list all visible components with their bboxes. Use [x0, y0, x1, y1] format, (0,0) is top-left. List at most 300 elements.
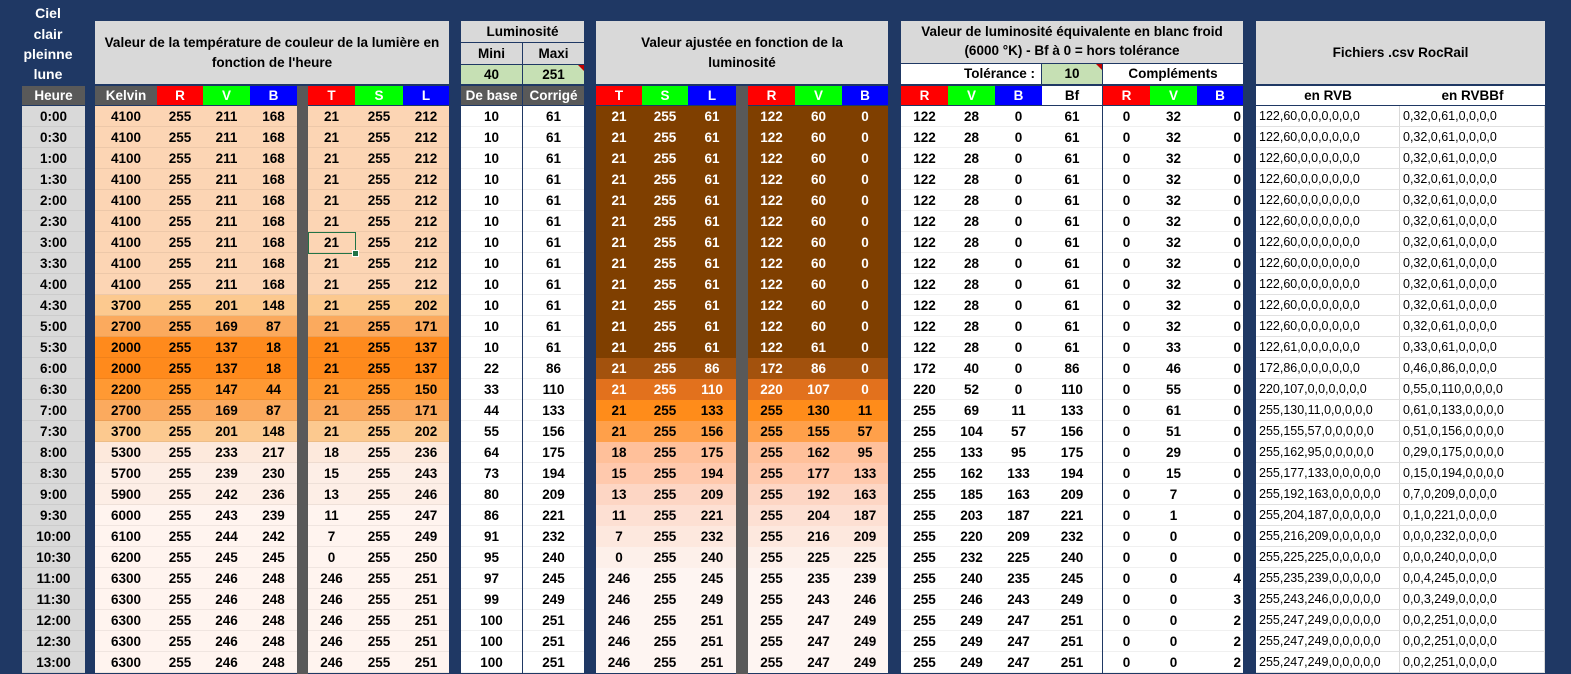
cell-at[interactable]: 7: [596, 526, 642, 547]
cell-b[interactable]: 248: [250, 568, 297, 589]
cell-k[interactable]: 6300: [95, 631, 157, 652]
cell-en-rvb[interactable]: 255,162,95,0,0,0,0,0: [1256, 442, 1400, 463]
cell-t[interactable]: 11: [308, 505, 355, 526]
cell-h[interactable]: 6:30: [22, 379, 85, 400]
cell-bf[interactable]: 61: [1042, 148, 1102, 169]
cell-en-rvbbf[interactable]: 0,29,0,175,0,0,0,0: [1400, 442, 1545, 463]
cell-as[interactable]: 255: [642, 253, 688, 274]
cell-eb[interactable]: 0: [995, 316, 1042, 337]
cell-v[interactable]: 147: [203, 379, 250, 400]
cell-t[interactable]: 21: [308, 316, 355, 337]
cell-v[interactable]: 169: [203, 400, 250, 421]
cell-r[interactable]: 255: [157, 316, 203, 337]
cell-al[interactable]: 194: [688, 463, 736, 484]
cell-ab[interactable]: 0: [842, 358, 888, 379]
cell-l[interactable]: 249: [403, 526, 449, 547]
cell-cr[interactable]: 0: [1103, 295, 1150, 316]
cell-b[interactable]: 239: [250, 505, 297, 526]
cell-l[interactable]: 246: [403, 484, 449, 505]
cell-cv[interactable]: 7: [1150, 484, 1197, 505]
cell-eb[interactable]: 0: [995, 232, 1042, 253]
cell-cor[interactable]: 251: [523, 610, 584, 631]
cell-v[interactable]: 211: [203, 190, 250, 211]
cell-k[interactable]: 2000: [95, 358, 157, 379]
cell-en-rvb[interactable]: 255,130,11,0,0,0,0,0: [1256, 400, 1400, 421]
cell-er[interactable]: 122: [901, 127, 948, 148]
cell-v[interactable]: 211: [203, 211, 250, 232]
cell-en-rvbbf[interactable]: 0,46,0,86,0,0,0,0: [1400, 358, 1545, 379]
cell-ev[interactable]: 28: [948, 127, 995, 148]
cell-eb[interactable]: 0: [995, 295, 1042, 316]
cell-at[interactable]: 21: [596, 253, 642, 274]
cell-b[interactable]: 168: [250, 211, 297, 232]
cell-en-rvbbf[interactable]: 0,0,3,249,0,0,0,0: [1400, 589, 1545, 610]
cell-l[interactable]: 137: [403, 337, 449, 358]
cell-v[interactable]: 201: [203, 295, 250, 316]
cell-l[interactable]: 251: [403, 652, 449, 673]
cell-at[interactable]: 21: [596, 337, 642, 358]
cell-at[interactable]: 21: [596, 379, 642, 400]
cell-r[interactable]: 255: [157, 169, 203, 190]
cell-t[interactable]: 21: [308, 274, 355, 295]
cell-base[interactable]: 100: [461, 652, 522, 673]
cell-cb[interactable]: 0: [1197, 211, 1243, 232]
cell-av[interactable]: 60: [795, 232, 842, 253]
cell-bf[interactable]: 86: [1042, 358, 1102, 379]
cell-cr[interactable]: 0: [1103, 631, 1150, 652]
cell-s[interactable]: 255: [355, 190, 403, 211]
cell-eb[interactable]: 95: [995, 442, 1042, 463]
cell-cv[interactable]: 32: [1150, 295, 1197, 316]
col-header-r[interactable]: R: [157, 86, 203, 105]
cell-at[interactable]: 246: [596, 631, 642, 652]
cell-ar[interactable]: 255: [748, 610, 795, 631]
maxi-value-cell[interactable]: 251: [523, 65, 584, 84]
col-header-en-rvb[interactable]: en RVB: [1256, 86, 1400, 105]
cell-ev[interactable]: 52: [948, 379, 995, 400]
cell-ab[interactable]: 0: [842, 379, 888, 400]
cell-cb[interactable]: 0: [1197, 421, 1243, 442]
cell-er[interactable]: 255: [901, 568, 948, 589]
cell-s[interactable]: 255: [355, 589, 403, 610]
cell-s[interactable]: 255: [355, 337, 403, 358]
cell-ev[interactable]: 133: [948, 442, 995, 463]
cell-cb[interactable]: 0: [1197, 169, 1243, 190]
cell-cor[interactable]: 175: [523, 442, 584, 463]
cell-r[interactable]: 255: [157, 484, 203, 505]
cell-en-rvb[interactable]: 255,247,249,0,0,0,0,0: [1256, 610, 1400, 631]
cell-en-rvb[interactable]: 255,204,187,0,0,0,0,0: [1256, 505, 1400, 526]
cell-eb[interactable]: 0: [995, 337, 1042, 358]
cell-ev[interactable]: 104: [948, 421, 995, 442]
cell-al[interactable]: 61: [688, 274, 736, 295]
cell-b[interactable]: 248: [250, 652, 297, 673]
cell-r[interactable]: 255: [157, 106, 203, 127]
cell-bf[interactable]: 240: [1042, 547, 1102, 568]
cell-ab[interactable]: 0: [842, 106, 888, 127]
cell-k[interactable]: 5300: [95, 442, 157, 463]
cell-as[interactable]: 255: [642, 232, 688, 253]
cell-cb[interactable]: 0: [1197, 463, 1243, 484]
cell-cb[interactable]: 0: [1197, 358, 1243, 379]
cell-s[interactable]: 255: [355, 652, 403, 673]
cell-k[interactable]: 4100: [95, 253, 157, 274]
cell-ab[interactable]: 95: [842, 442, 888, 463]
cell-r[interactable]: 255: [157, 148, 203, 169]
cell-r[interactable]: 255: [157, 127, 203, 148]
cell-al[interactable]: 251: [688, 610, 736, 631]
cell-b[interactable]: 18: [250, 337, 297, 358]
cell-ev[interactable]: 249: [948, 631, 995, 652]
cell-ev[interactable]: 69: [948, 400, 995, 421]
cell-s[interactable]: 255: [355, 610, 403, 631]
cell-bf[interactable]: 251: [1042, 652, 1102, 673]
cell-av[interactable]: 177: [795, 463, 842, 484]
cell-ev[interactable]: 240: [948, 568, 995, 589]
cell-en-rvb[interactable]: 122,60,0,0,0,0,0,0: [1256, 148, 1400, 169]
cell-av[interactable]: 243: [795, 589, 842, 610]
cell-cv[interactable]: 32: [1150, 274, 1197, 295]
cell-en-rvbbf[interactable]: 0,32,0,61,0,0,0,0: [1400, 253, 1545, 274]
cell-cr[interactable]: 0: [1103, 253, 1150, 274]
cell-ar[interactable]: 255: [748, 568, 795, 589]
cell-cr[interactable]: 0: [1103, 148, 1150, 169]
cell-cr[interactable]: 0: [1103, 190, 1150, 211]
cell-r[interactable]: 255: [157, 652, 203, 673]
cell-r[interactable]: 255: [157, 337, 203, 358]
cell-k[interactable]: 2700: [95, 316, 157, 337]
cell-ar[interactable]: 255: [748, 484, 795, 505]
cell-bf[interactable]: 61: [1042, 211, 1102, 232]
cell-as[interactable]: 255: [642, 106, 688, 127]
cell-v[interactable]: 246: [203, 589, 250, 610]
cell-t[interactable]: 0: [308, 547, 355, 568]
cell-base[interactable]: 10: [461, 295, 522, 316]
cell-en-rvbbf[interactable]: 0,51,0,156,0,0,0,0: [1400, 421, 1545, 442]
col-header-l[interactable]: L: [403, 86, 449, 105]
cell-v[interactable]: 137: [203, 337, 250, 358]
cell-en-rvbbf[interactable]: 0,0,4,245,0,0,0,0: [1400, 568, 1545, 589]
cell-cv[interactable]: 0: [1150, 610, 1197, 631]
cell-as[interactable]: 255: [642, 190, 688, 211]
cell-v[interactable]: 233: [203, 442, 250, 463]
cell-b[interactable]: 87: [250, 316, 297, 337]
cell-l[interactable]: 251: [403, 589, 449, 610]
cell-at[interactable]: 246: [596, 568, 642, 589]
cell-cr[interactable]: 0: [1103, 421, 1150, 442]
cell-al[interactable]: 110: [688, 379, 736, 400]
cell-h[interactable]: 7:30: [22, 421, 85, 442]
cell-l[interactable]: 212: [403, 148, 449, 169]
cell-s[interactable]: 255: [355, 505, 403, 526]
cell-base[interactable]: 97: [461, 568, 522, 589]
cell-t[interactable]: 246: [308, 610, 355, 631]
cell-bf[interactable]: 251: [1042, 610, 1102, 631]
cell-cr[interactable]: 0: [1103, 589, 1150, 610]
col-header-eq-r[interactable]: R: [901, 86, 948, 105]
cell-l[interactable]: 247: [403, 505, 449, 526]
cell-en-rvbbf[interactable]: 0,0,0,232,0,0,0,0: [1400, 526, 1545, 547]
cell-s[interactable]: 255: [355, 421, 403, 442]
cell-ab[interactable]: 0: [842, 127, 888, 148]
cell-t[interactable]: 21: [308, 253, 355, 274]
cell-av[interactable]: 60: [795, 127, 842, 148]
cell-h[interactable]: 10:00: [22, 526, 85, 547]
cell-bf[interactable]: 61: [1042, 253, 1102, 274]
cell-bf[interactable]: 156: [1042, 421, 1102, 442]
cell-v[interactable]: 211: [203, 127, 250, 148]
cell-en-rvb[interactable]: 255,177,133,0,0,0,0,0: [1256, 463, 1400, 484]
cell-en-rvbbf[interactable]: 0,0,2,251,0,0,0,0: [1400, 652, 1545, 673]
cell-cv[interactable]: 0: [1150, 547, 1197, 568]
cell-ev[interactable]: 249: [948, 610, 995, 631]
cell-eb[interactable]: 57: [995, 421, 1042, 442]
cell-t[interactable]: 21: [308, 337, 355, 358]
cell-t[interactable]: 21: [308, 295, 355, 316]
cell-bf[interactable]: 61: [1042, 316, 1102, 337]
cell-s[interactable]: 255: [355, 463, 403, 484]
cell-av[interactable]: 60: [795, 211, 842, 232]
cell-s[interactable]: 255: [355, 232, 403, 253]
cell-al[interactable]: 61: [688, 127, 736, 148]
cell-h[interactable]: 4:30: [22, 295, 85, 316]
cell-cv[interactable]: 32: [1150, 316, 1197, 337]
cell-as[interactable]: 255: [642, 211, 688, 232]
cell-h[interactable]: 3:30: [22, 253, 85, 274]
cell-cv[interactable]: 33: [1150, 337, 1197, 358]
cell-cb[interactable]: 0: [1197, 253, 1243, 274]
cell-k[interactable]: 3700: [95, 421, 157, 442]
cell-v[interactable]: 211: [203, 169, 250, 190]
cell-bf[interactable]: 61: [1042, 337, 1102, 358]
cell-h[interactable]: 5:30: [22, 337, 85, 358]
cell-en-rvbbf[interactable]: 0,32,0,61,0,0,0,0: [1400, 232, 1545, 253]
cell-er[interactable]: 122: [901, 232, 948, 253]
cell-base[interactable]: 10: [461, 106, 522, 127]
cell-bf[interactable]: 133: [1042, 400, 1102, 421]
cell-en-rvbbf[interactable]: 0,32,0,61,0,0,0,0: [1400, 127, 1545, 148]
cell-av[interactable]: 61: [795, 337, 842, 358]
cell-ab[interactable]: 187: [842, 505, 888, 526]
cell-k[interactable]: 6000: [95, 505, 157, 526]
cell-cor[interactable]: 240: [523, 547, 584, 568]
cell-cor[interactable]: 156: [523, 421, 584, 442]
cell-eb[interactable]: 0: [995, 169, 1042, 190]
cell-b[interactable]: 168: [250, 127, 297, 148]
cell-ev[interactable]: 162: [948, 463, 995, 484]
cell-cv[interactable]: 1: [1150, 505, 1197, 526]
cell-s[interactable]: 255: [355, 484, 403, 505]
cell-b[interactable]: 168: [250, 106, 297, 127]
cell-cor[interactable]: 133: [523, 400, 584, 421]
cell-ar[interactable]: 122: [748, 148, 795, 169]
cell-r[interactable]: 255: [157, 274, 203, 295]
cell-ev[interactable]: 220: [948, 526, 995, 547]
cell-b[interactable]: 87: [250, 400, 297, 421]
cell-r[interactable]: 255: [157, 400, 203, 421]
cell-ar[interactable]: 255: [748, 631, 795, 652]
cell-v[interactable]: 211: [203, 253, 250, 274]
cell-as[interactable]: 255: [642, 421, 688, 442]
cell-ev[interactable]: 185: [948, 484, 995, 505]
cell-base[interactable]: 99: [461, 589, 522, 610]
cell-ab[interactable]: 0: [842, 232, 888, 253]
cell-l[interactable]: 212: [403, 169, 449, 190]
cell-al[interactable]: 221: [688, 505, 736, 526]
cell-cb[interactable]: 0: [1197, 274, 1243, 295]
cell-base[interactable]: 10: [461, 127, 522, 148]
cell-as[interactable]: 255: [642, 295, 688, 316]
mini-value-cell[interactable]: 40: [461, 65, 522, 84]
cell-r[interactable]: 255: [157, 631, 203, 652]
cell-eb[interactable]: 247: [995, 610, 1042, 631]
cell-at[interactable]: 21: [596, 421, 642, 442]
cell-er[interactable]: 172: [901, 358, 948, 379]
cell-ar[interactable]: 122: [748, 274, 795, 295]
cell-h[interactable]: 12:30: [22, 631, 85, 652]
col-header-adj-s[interactable]: S: [642, 86, 688, 105]
cell-ab[interactable]: 0: [842, 169, 888, 190]
cell-r[interactable]: 255: [157, 568, 203, 589]
cell-h[interactable]: 8:00: [22, 442, 85, 463]
cell-cb[interactable]: 3: [1197, 589, 1243, 610]
cell-base[interactable]: 73: [461, 463, 522, 484]
cell-eb[interactable]: 11: [995, 400, 1042, 421]
cell-av[interactable]: 162: [795, 442, 842, 463]
cell-ev[interactable]: 28: [948, 148, 995, 169]
cell-t[interactable]: 21: [308, 211, 355, 232]
cell-cb[interactable]: 0: [1197, 547, 1243, 568]
cell-b[interactable]: 168: [250, 148, 297, 169]
cell-er[interactable]: 255: [901, 400, 948, 421]
cell-s[interactable]: 255: [355, 400, 403, 421]
cell-at[interactable]: 0: [596, 547, 642, 568]
cell-en-rvbbf[interactable]: 0,33,0,61,0,0,0,0: [1400, 337, 1545, 358]
cell-at[interactable]: 21: [596, 358, 642, 379]
cell-v[interactable]: 211: [203, 106, 250, 127]
cell-t[interactable]: 21: [308, 400, 355, 421]
cell-cr[interactable]: 0: [1103, 568, 1150, 589]
cell-cv[interactable]: 15: [1150, 463, 1197, 484]
cell-s[interactable]: 255: [355, 127, 403, 148]
cell-cv[interactable]: 32: [1150, 211, 1197, 232]
cell-cv[interactable]: 0: [1150, 568, 1197, 589]
cell-er[interactable]: 122: [901, 253, 948, 274]
cell-cb[interactable]: 0: [1197, 379, 1243, 400]
cell-at[interactable]: 21: [596, 190, 642, 211]
cell-h[interactable]: 4:00: [22, 274, 85, 295]
cell-cr[interactable]: 0: [1103, 547, 1150, 568]
cell-l[interactable]: 251: [403, 631, 449, 652]
cell-cor[interactable]: 251: [523, 631, 584, 652]
cell-cr[interactable]: 0: [1103, 211, 1150, 232]
cell-h[interactable]: 6:00: [22, 358, 85, 379]
cell-b[interactable]: 245: [250, 547, 297, 568]
cell-t[interactable]: 21: [308, 358, 355, 379]
cell-k[interactable]: 6300: [95, 568, 157, 589]
cell-cr[interactable]: 0: [1103, 484, 1150, 505]
cell-ar[interactable]: 122: [748, 127, 795, 148]
cell-ev[interactable]: 28: [948, 190, 995, 211]
cell-ev[interactable]: 28: [948, 106, 995, 127]
cell-l[interactable]: 212: [403, 274, 449, 295]
cell-r[interactable]: 255: [157, 253, 203, 274]
cell-av[interactable]: 107: [795, 379, 842, 400]
cell-at[interactable]: 13: [596, 484, 642, 505]
cell-cv[interactable]: 0: [1150, 631, 1197, 652]
cell-ab[interactable]: 246: [842, 589, 888, 610]
cell-base[interactable]: 64: [461, 442, 522, 463]
cell-cv[interactable]: 32: [1150, 190, 1197, 211]
cell-al[interactable]: 232: [688, 526, 736, 547]
cell-s[interactable]: 255: [355, 442, 403, 463]
cell-cv[interactable]: 32: [1150, 232, 1197, 253]
cell-t[interactable]: 246: [308, 589, 355, 610]
cell-s[interactable]: 255: [355, 169, 403, 190]
cell-k[interactable]: 4100: [95, 232, 157, 253]
cell-t[interactable]: 18: [308, 442, 355, 463]
cell-ab[interactable]: 11: [842, 400, 888, 421]
cell-er[interactable]: 122: [901, 274, 948, 295]
cell-l[interactable]: 137: [403, 358, 449, 379]
cell-as[interactable]: 255: [642, 379, 688, 400]
cell-ar[interactable]: 122: [748, 169, 795, 190]
cell-cr[interactable]: 0: [1103, 610, 1150, 631]
cell-l[interactable]: 212: [403, 253, 449, 274]
cell-ev[interactable]: 203: [948, 505, 995, 526]
cell-as[interactable]: 255: [642, 631, 688, 652]
cell-ev[interactable]: 28: [948, 232, 995, 253]
cell-eb[interactable]: 133: [995, 463, 1042, 484]
cell-ab[interactable]: 0: [842, 274, 888, 295]
cell-ab[interactable]: 57: [842, 421, 888, 442]
cell-at[interactable]: 21: [596, 169, 642, 190]
cell-l[interactable]: 212: [403, 190, 449, 211]
cell-bf[interactable]: 61: [1042, 169, 1102, 190]
cell-en-rvb[interactable]: 122,60,0,0,0,0,0,0: [1256, 106, 1400, 127]
cell-cb[interactable]: 0: [1197, 232, 1243, 253]
cell-cb[interactable]: 2: [1197, 631, 1243, 652]
cell-h[interactable]: 12:00: [22, 610, 85, 631]
cell-bf[interactable]: 110: [1042, 379, 1102, 400]
cell-at[interactable]: 21: [596, 295, 642, 316]
cell-as[interactable]: 255: [642, 526, 688, 547]
cell-bf[interactable]: 61: [1042, 127, 1102, 148]
cell-r[interactable]: 255: [157, 211, 203, 232]
cell-t[interactable]: 21: [308, 232, 355, 253]
cell-at[interactable]: 246: [596, 610, 642, 631]
cell-base[interactable]: 10: [461, 253, 522, 274]
cell-cor[interactable]: 61: [523, 337, 584, 358]
cell-b[interactable]: 248: [250, 610, 297, 631]
cell-al[interactable]: 209: [688, 484, 736, 505]
cell-al[interactable]: 240: [688, 547, 736, 568]
cell-av[interactable]: 192: [795, 484, 842, 505]
cell-cb[interactable]: 0: [1197, 190, 1243, 211]
cell-r[interactable]: 255: [157, 547, 203, 568]
cell-cb[interactable]: 0: [1197, 295, 1243, 316]
cell-cor[interactable]: 249: [523, 589, 584, 610]
cell-er[interactable]: 122: [901, 316, 948, 337]
cell-cor[interactable]: 86: [523, 358, 584, 379]
cell-s[interactable]: 255: [355, 211, 403, 232]
cell-cv[interactable]: 0: [1150, 589, 1197, 610]
cell-k[interactable]: 6200: [95, 547, 157, 568]
cell-v[interactable]: 169: [203, 316, 250, 337]
cell-h[interactable]: 9:00: [22, 484, 85, 505]
cell-cor[interactable]: 245: [523, 568, 584, 589]
cell-ev[interactable]: 40: [948, 358, 995, 379]
